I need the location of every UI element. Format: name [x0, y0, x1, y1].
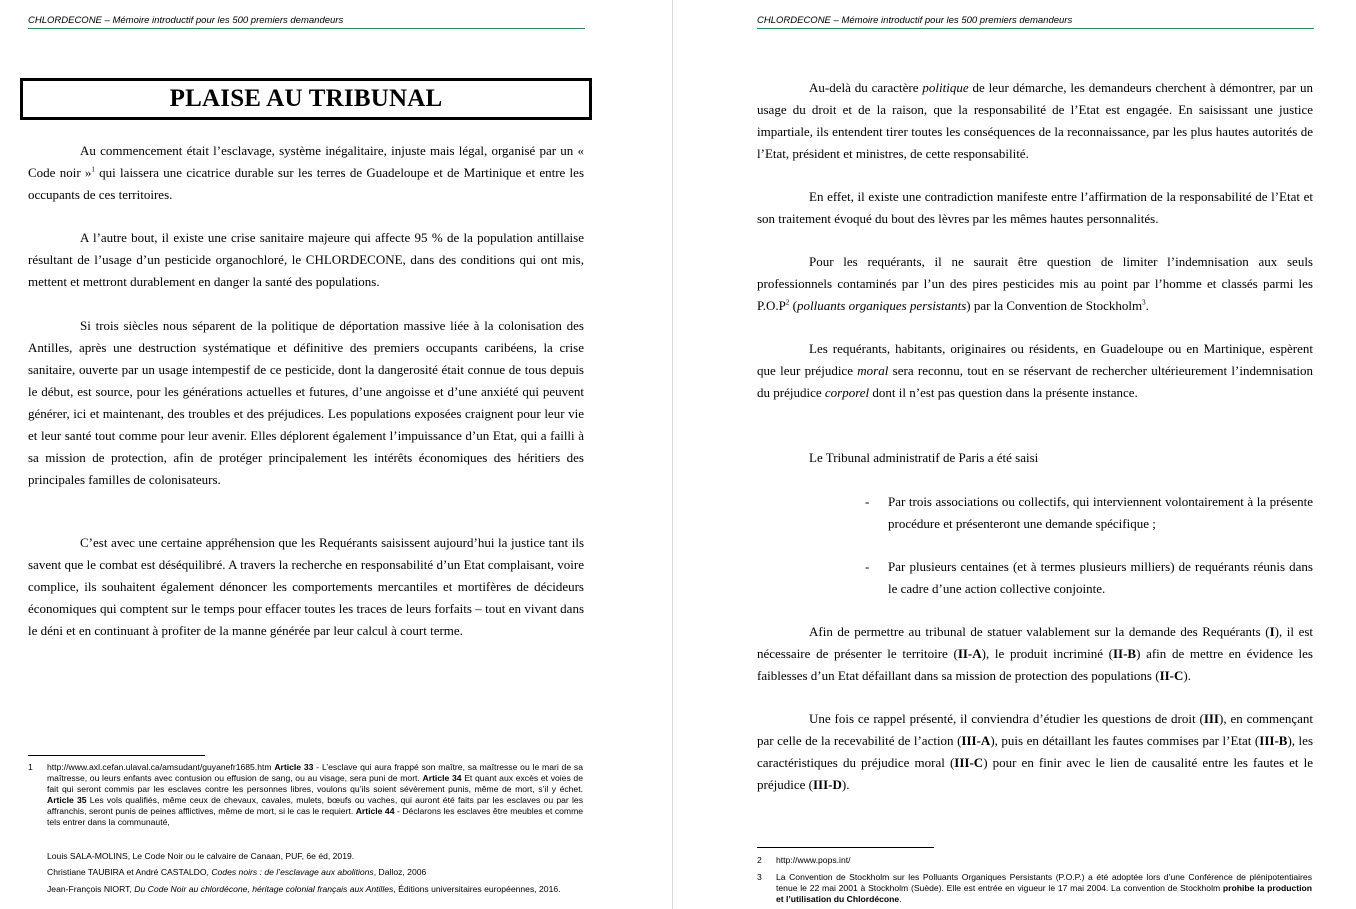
paragraph-contradiction: En effet, il existe une contradiction manifeste entre l’affirmation de la responsabilité de l’Etat et son traitement évoqué du bout des lèvres par les mêmes hautes personnalités.: [757, 189, 1313, 226]
page-title: PLAISE AU TRIBUNAL: [20, 78, 592, 120]
bullet-dash: -: [865, 494, 870, 509]
header-rule: [757, 28, 1314, 29]
footnote-2: 2 http://www.pops.int/: [757, 855, 851, 865]
footnote-separator: [28, 755, 205, 756]
running-header: CHLORDECONE – Mémoire introductif pour les 500 premiers demandeurs: [28, 15, 344, 26]
bullet-requerants: Par plusieurs centaines (et à termes plusieurs milliers) de requérants réunis dans le cadre d’une action collective conjointe.: [888, 559, 1313, 596]
document-page-1: [0, 0, 673, 909]
paragraph-moral-prejudice: Les requérants, habitants, originaires ou résidents, en Guadeloupe ou en Martinique, espèrent que leur préjudice moral sera reconnu, tout en se réservant de rechercher ultérieurement l’indemnisation du préjudice corporel dont il n’est pas question dans la présente instance.: [757, 341, 1314, 400]
paragraph-plan-part1: Afin de permettre au tribunal de statuer valablement sur la demande des Requérants (I), il est nécessaire de présenter le territoire (II-A), le produit incriminé (II-B) afin de mettre en évidence les faiblesses d’un Etat défaillant dans sa mission de protection des populations (II-C).: [757, 624, 1314, 683]
footnote-2-link[interactable]: http://www.pops.int/: [776, 855, 851, 865]
footnote-1: 1 http://www.axl.cefan.ulaval.ca/amsudant/guyanefr1685.htm Article 33 - L’esclave qui aura frappé son maître, sa maîtresse ou le mari de sa maîtresse, ou leurs enfants avec contusion ou effusion de sang, ou au visage, sera puni de mort. Article 34 Et quant aux excès et voies de fait qui seront commis par les esclaves contre les personnes libres, voulons qu’ils soient sévèrement punis, même de mort, s’il y échet. Article 35 Les vols qualifiés, même ceux de chevaux, cavales, mulets, bœufs ou vaches, qui auront été faits par les esclaves ou par les affranchis, seront punis de peines afflictives, même de mort, si le cas le requiert. Article 44 - Déclarons les esclaves être meubles et comme tels entrer dans la communauté,: [28, 762, 584, 827]
paragraph-indemnisation: Pour les requérants, il ne saurait être question de limiter l’indemnisation aux seuls professionnels contaminés par l’un des pires pesticides mis au point par l’homme et classés parmi les $P.O.P^2$ (polluants organiques persistants) par la Convention de Stockholm$^3$.: [757, 254, 1313, 313]
footnote-3: 3 La Convention de Stockholm sur les Polluants Organiques Persistants (P.O.P.) a été adoptée lors d’une Conférence de plénipotentiaires tenue le 22 mai 2001 à Stockholm (Suède). Elle est entrée en vigueur le 17 mai 2004. La convention de Stockholm prohibe la production et l’utilisation du Chlordécone.: [757, 872, 1312, 904]
paragraph-health-crisis: A l’autre bout, il existe une crise sanitaire majeure qui affecte 95 % de la population antillaise résultant de l’usage d’un pesticide organochloré, le CHLORDECONE, dans des conditions qui ont mis, mettent et mettront durablement en danger la santé des populations.: [28, 230, 584, 289]
footnote-1-link[interactable]: http://www.axl.cefan.ulaval.ca/amsudant/guyanefr1685.htm: [47, 762, 272, 772]
footnote-ref-2[interactable]: 2: [785, 298, 790, 307]
paragraph-tribunal-seized: Le Tribunal administratif de Paris a été saisi: [809, 450, 1039, 465]
running-header: CHLORDECONE – Mémoire introductif pour les 500 premiers demandeurs: [757, 15, 1073, 26]
footnote-ref-3[interactable]: 3: [1142, 298, 1146, 307]
citation-niort: Jean-François NIORT, Du Code Noir au chlordécone, héritage colonial français aux Antilles, Éditions universitaires européennes, 2016.: [47, 884, 561, 894]
citation-taubira: Christiane TAUBIRA et André CASTALDO, Codes noirs : de l’esclavage aux abolitions, Dalloz, 2006: [47, 867, 427, 877]
paragraph-plan-part2: Une fois ce rappel présenté, il conviendra d’étudier les questions de droit (III), en commençant par celle de la recevabilité de l’action (III-A), puis en détaillant les fautes commises par l’Etat (III-B), les caractéristiques du préjudice moral (III-C) pour en finir avec le lien de causalité entre les fautes et le préjudice (III-D).: [757, 711, 1314, 792]
document-page-2: [673, 0, 1356, 909]
citation-sala-molins: Louis SALA-MOLINS, Le Code Noir ou le calvaire de Canaan, PUF, 6e éd, 2019.: [47, 851, 355, 861]
footnote-separator: [757, 847, 934, 848]
paragraph-intro: Au commencement était l’esclavage, système inégalitaire, injuste mais légal, organisé par un « Code noir »$^1$ qui laissera une cicatrice durable sur les terres de Guadeloupe et de Martinique et entre les occupants de ces territoires.: [28, 143, 585, 202]
bullet-associations: Par trois associations ou collectifs, qui interviennent volontairement à la présente procédure et présenteront une demande spécifique ;: [888, 494, 1313, 531]
header-rule: [28, 28, 585, 29]
paragraph-apprehension: C’est avec une certaine appréhension que les Requérants saisissent aujourd’hui la justice tant ils savent que le combat est déséquilibré. A travers la recherche en responsabilité d’un Etat complaisant, voire complice, ils souhaitent également dénoncer les comportements mercantiles et mortifères de décideurs économiques qui comptent sur le temps pour effacer toutes les traces de leurs forfaits – tout en vivant dans le déni et en continuant à profiter de la manne générée par leur calcul à court terme.: [28, 535, 584, 638]
bullet-dash: -: [865, 559, 870, 574]
paragraph-political: Au-delà du caractère politique de leur démarche, les demandeurs cherchent à démontrer, par un usage du droit et de la raison, que la responsabilité de l’Etat est engagée. En saisissant une justice impartiale, ils entendent tirer toutes les conséquences de la reconnaissance, par les plus hautes autorités de l’Etat, président et ministres, de cette responsabilité.: [757, 80, 1313, 161]
paragraph-history: Si trois siècles nous séparent de la politique de déportation massive liée à la colonisation des Antilles, après une destruction systématique et définitive des premiers occupants caribéens, la crise sanitaire, ouverte par un usage intempestif de ce pesticide, dont la dangerosité était connue de tous depuis le début, est source, pour les générations actuelles et futures, d’une angoisse et d’une anxiété qui peuvent générer, ici et maintenant, des troubles et des préjudices. Les populations exposées craignent pour leur vie et leur santé tout comme pour leur avenir. Elles déplorent également l’impuissance d’un Etat, qui a failli à sa mission de protection, afin de protéger principalement les intérêts économiques des héritiers des principales familles de colonisateurs.: [28, 318, 584, 487]
footnote-ref-1[interactable]: 1: [91, 165, 95, 174]
